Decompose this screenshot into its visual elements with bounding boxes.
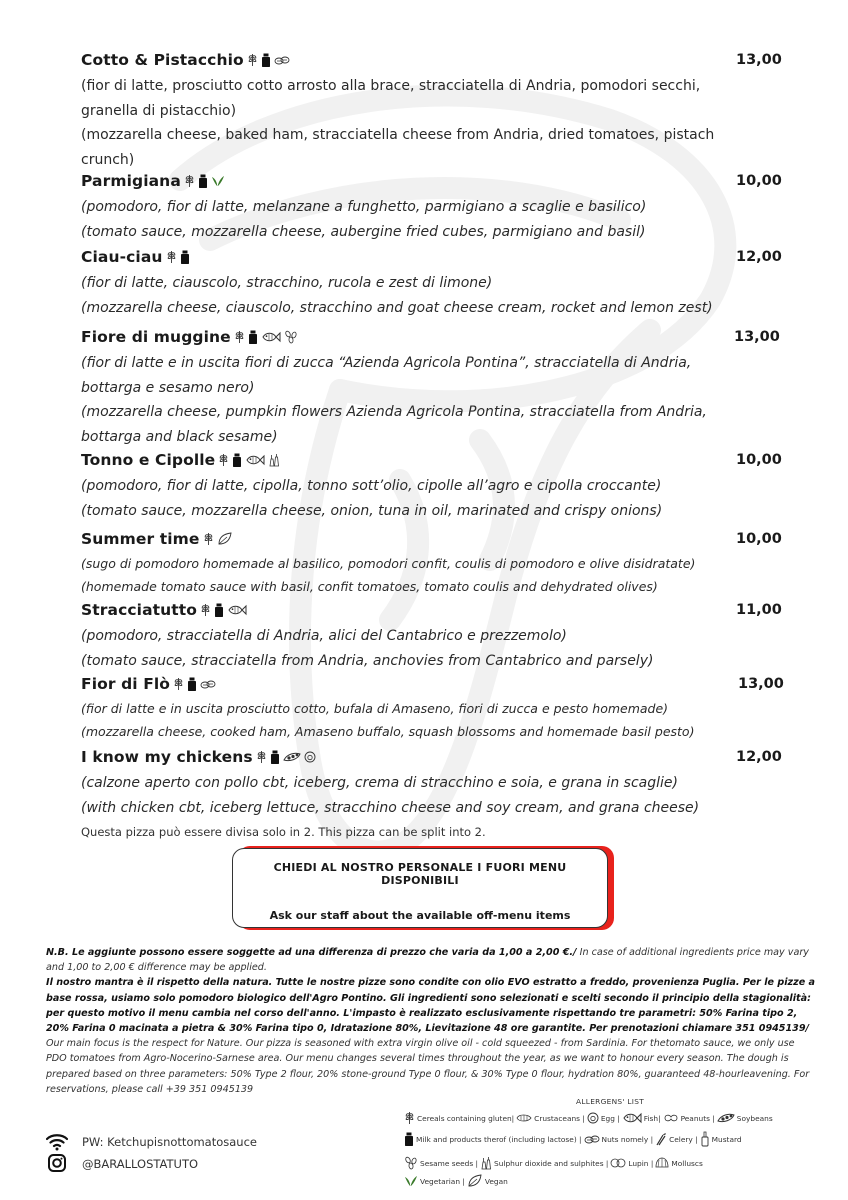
item-price: 13,00 [738,676,784,692]
item-name: Fior di Flò [81,675,171,693]
item-description-line: granella di pistacchio) [81,102,237,119]
item-name: Tonno e Cipolle [81,451,216,469]
allergen-label: Mustard [711,1134,742,1144]
milk-icon [404,1132,416,1146]
item-description-line: (tomato sauce, mozzarella cheese, aubergine fried cubes, parmigiano and basil) [81,223,646,240]
milk-icon [198,174,208,188]
allergen-row [404,1174,510,1188]
item-description-line: (with chicken cbt, iceberg lettuce, stracchino cheese and soy cream, and grana cheese) [81,799,700,816]
menu-item [81,596,781,673]
allergen-entry [610,1157,655,1169]
fish-icon [245,454,265,466]
item-description-line: (mozzarella cheese, pumpkin flowers Azienda Agricola Pontina, stracciatella from Andria, [81,404,707,420]
cereals-icon [404,1111,417,1125]
mantra-italian: Il nostro mantra è il rispetto della natura. Tutte le nostre pizze sono condite con olio EVO estratto a freddo, provenienza Puglia. Per le pizze a base rossa, usiamo solo pomodoro biologico dell'Agro Pontino. Gli ingredienti sono selezionati e scelti secondo il principio della stagionalità: per questo motivo il menu cambia nel corso dell'anno. L'impasto è realizzato esclusivamente rispettando tre parametri: 50% Farina tipo 2, 20% Farina 0 macinata a pietra & 30% Farina tipo 0, Idratazione 80%, Lievitazione 48 ore garantite. Per prenotazioni chiamare 351 0945139/ [46,977,816,1035]
item-description-line: bottarga e sesamo nero) [81,379,255,396]
allergen-entry [480,1156,610,1170]
item-description-line: (mozzarella cheese, cooked ham, Amaseno buffalo, squash blossoms and homemade basil pesto) [81,723,695,739]
item-price: 13,00 [736,52,782,68]
allergen-entry [655,1132,700,1146]
cereals-icon [256,750,267,764]
allergen-label: Soybeans [736,1113,773,1123]
allergen-label: Sesame seeds | [420,1158,479,1168]
allergen-label: Molluscs [671,1158,703,1168]
allergen-entry [587,1112,622,1124]
item-name: I know my chickens [81,748,253,766]
footer-notes [46,945,816,1097]
allergen-entry [663,1113,717,1123]
item-title-row [81,446,781,474]
allergen-label: Sulphur dioxide and sulphites | [494,1158,609,1168]
item-description-line: (calzone aperto con pollo cbt, iceberg, crema di stracchino e soia, e grana in scaglie) [81,775,678,791]
item-price: 10,00 [736,173,782,189]
item-description-line: (fior di latte, ciauscolo, stracchino, rucola e zest di limone) [81,275,493,291]
item-description-line: (homemade tomato sauce with basil, confit tomatoes, tomato coulis and dehydrated olives) [81,578,658,594]
allergen-entry [622,1112,663,1124]
item-title-row [81,167,781,195]
wifi-password: PW: Ketchupisnottomatosauce [82,1135,257,1149]
allergen-entry [404,1156,480,1170]
item-description-line: (tomato sauce, mozzarella cheese, onion, tuna in oil, marinated and crispy onions) [81,502,663,519]
allergen-label: Crustaceans | [534,1113,585,1123]
item-allergen-icons [218,453,280,467]
sesame-icon [404,1156,420,1170]
allergen-label: Egg | [600,1113,620,1123]
cereals-icon [234,330,245,344]
offmenu-english: Ask our staff about the available off-menu items [269,909,571,922]
nuts-icon [274,54,290,66]
allergen-entry [467,1174,510,1188]
item-title-row [81,525,781,553]
milk-icon [187,677,197,691]
item-description-line: (pomodoro, fior di latte, melanzane a funghetto, parmigiano a scaglie e basilico) [81,199,647,215]
allergen-label: Milk and products therof (including lactose) | [416,1134,582,1144]
item-name: Cotto & Pistacchio [81,51,244,69]
menu-item [81,743,781,842]
milk-icon [248,330,258,344]
milk-icon [232,453,242,467]
item-price: 12,00 [736,749,782,765]
fish-icon [227,604,247,616]
vegan-icon [217,532,233,546]
allergen-entry [655,1157,704,1169]
allergen-entry [404,1111,516,1125]
allergen-entry [700,1131,744,1147]
allergen-row [404,1131,744,1147]
egg-icon [304,751,316,763]
sesame-icon [284,330,298,344]
allergen-entry [404,1175,467,1187]
item-note: Questa pizza può essere divisa solo in 2. This pizza can be split into 2. [81,825,486,839]
wifi-icon [46,1133,68,1151]
cereals-icon [203,532,214,546]
soybeans-icon [717,1112,737,1124]
item-description-line: bottarga and black sesame) [81,428,278,445]
cereals-icon [247,53,258,67]
offmenu-banner [232,848,608,928]
item-description-line: (mozzarella cheese, baked ham, stracciatella cheese from Andria, dried tomatoes, pistach [81,127,715,143]
item-description-line: (fior di latte, prosciutto cotto arrosto alla brace, stracciatella di Andria, pomodori secchi, [81,78,701,94]
allergen-label: Cereals containing gluten| [417,1113,515,1123]
nuts-icon [200,678,216,690]
allergen-entry [717,1112,775,1124]
cereals-icon [184,174,195,188]
lupin-icon [610,1157,628,1169]
peanuts-icon [663,1113,681,1123]
item-name: Parmigiana [81,172,181,190]
vegetarian-icon [404,1175,420,1187]
milk-icon [180,250,190,264]
item-name: Summer time [81,530,200,548]
celery-icon [655,1132,669,1146]
menu-item [81,243,781,320]
fish-icon [261,331,281,343]
milk-icon [261,53,271,67]
cereals-icon [200,603,211,617]
menu-item [81,446,781,523]
allergens-title: ALLERGENS' LIST [576,1097,645,1106]
nuts-icon [584,1133,602,1145]
contacts [46,1132,257,1176]
allergen-label: Celery | [669,1134,698,1144]
item-allergen-icons [166,250,190,264]
item-description-line: (pomodoro, fior di latte, cipolla, tonno sott’olio, cipolle all’agro e cipolla croccante) [81,478,662,494]
allergen-entry [516,1113,587,1123]
menu-item [81,670,784,743]
allergen-row [404,1111,775,1125]
item-name: Stracciatutto [81,601,198,619]
instagram-handle: @BARALLOSTATUTO [82,1157,199,1171]
item-price: 12,00 [736,249,782,265]
milk-icon [270,750,280,764]
item-description-line: (fior di latte e in uscita prosciutto cotto, bufala di Amaseno, fiori di zucca e pesto homemade) [81,701,669,716]
item-price: 10,00 [736,531,782,547]
cereals-icon [173,677,184,691]
item-description-line: (fior di latte e in uscita fiori di zucca “Azienda Agricola Pontina”, stracciatella di Andria, [81,355,692,371]
vegetarian-icon [211,175,225,187]
item-price: 10,00 [736,452,782,468]
milk-icon [214,603,224,617]
item-description-line: crunch) [81,151,135,168]
allergen-label: Lupin | [628,1158,654,1168]
item-allergen-icons [184,174,225,188]
item-allergen-icons [200,603,247,617]
item-title-row [81,743,781,771]
allergen-label: Fish| [643,1113,661,1123]
item-price: 13,00 [734,329,780,345]
item-name: Fiore di muggine [81,328,231,346]
price-note-english: In case of additional ingredients price may vary and 1,00 to 2,00 € difference may be applied. [46,947,809,974]
menu-item [81,323,781,449]
cereals-icon [166,250,177,264]
item-title-row [81,670,781,698]
sulphites-icon [268,453,280,467]
allergen-row [404,1156,705,1170]
allergen-label: Peanuts | [680,1113,715,1123]
item-description-line: (pomodoro, stracciatella di Andria, alici del Cantabrico e prezzemolo) [81,628,567,644]
menu-item [81,167,781,244]
item-price: 11,00 [736,602,782,618]
fish-icon [622,1112,644,1124]
item-name: Ciau-ciau [81,248,163,266]
cereals-icon [218,453,229,467]
item-allergen-icons [173,677,216,691]
instagram-icon [46,1154,68,1174]
vegan-icon [467,1174,485,1188]
allergen-entry [404,1132,584,1146]
price-note-italian: N.B. Le aggiunte possono essere soggette ad una differenza di prezzo che varia da 1,00 a 2,00 €./ [46,947,577,958]
item-title-row [81,596,781,624]
item-title-row [81,243,781,271]
egg-icon [587,1112,601,1124]
item-description-line: (mozzarella cheese, ciauscolo, stracchino and goat cheese cream, rocket and lemon zest) [81,299,713,316]
allergen-label: Vegan [484,1176,508,1186]
instagram-row [46,1154,257,1174]
item-description-line: (tomato sauce, stracciatella from Andria, anchovies from Cantabrico and parsely) [81,652,654,669]
wifi-row [46,1132,257,1152]
mantra-english: Our main focus is the respect for Nature. Our pizza is seasoned with extra virgin olive oil - cold squeezed - from Sardinia. For thetomato sauce, we only use PDO tomatoes from Agro-Nocerino-Sarnese area. Our menu changes several times throughout the year, as we want to honour every season. The dough is prepared based on three parameters: 50% Type 2 flour, 20% stone-ground Type 0 flour, & 30% Type 0 flour, hydration 80%, guaranteed 48-hourleavening. For reservations, please call +39 351 0945139 [46,1038,810,1095]
mustard-icon [700,1131,712,1147]
crustaceans-icon [516,1113,534,1123]
offmenu-italian: CHIEDI AL NOSTRO PERSONALE I FUORI MENU DISPONIBILI [273,861,567,887]
menu-item [81,525,781,598]
item-allergen-icons [234,330,298,344]
soybeans-icon [283,751,301,763]
menu-item [81,46,781,172]
allergen-label: Nuts nomely | [601,1134,654,1144]
sulphites-icon [480,1156,494,1170]
item-title-row [81,46,781,74]
allergen-entry [584,1133,656,1145]
item-allergen-icons [247,53,290,67]
item-description-line: (sugo di pomodoro homemade al basilico, pomodori confit, coulis di pomodoro e olive disidratate) [81,556,696,571]
item-title-row [81,323,781,351]
item-allergen-icons [256,750,316,764]
item-allergen-icons [203,532,233,546]
allergen-label: Vegetarian | [420,1176,465,1186]
molluscs-icon [655,1157,671,1169]
